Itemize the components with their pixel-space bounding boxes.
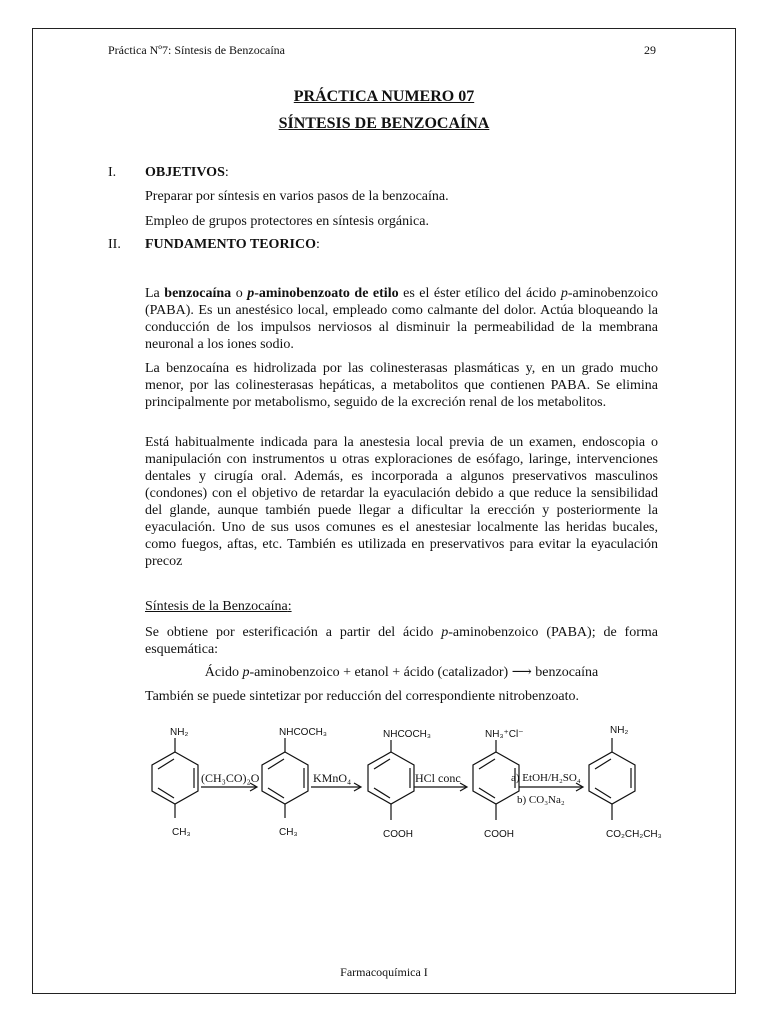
section-number-1: I. xyxy=(108,165,117,180)
molecule-5-top: NH₂ xyxy=(610,725,629,736)
practice-subtitle: SÍNTESIS DE BENZOCAÍNA xyxy=(278,115,490,132)
section-title-fundamento: FUNDAMENTO TEORICO: xyxy=(145,237,320,252)
benzene-ring-1 xyxy=(152,738,198,818)
molecule-4-bottom: COOH xyxy=(484,829,514,840)
molecule-3-bottom: COOH xyxy=(383,829,413,840)
term-benzocaina: benzocaína xyxy=(164,286,232,301)
italic-p: p xyxy=(560,286,568,301)
molecule-1-bottom: CH₃ xyxy=(172,827,191,838)
section-title-text: OBJETIVOS xyxy=(145,165,225,180)
paragraph-metabolism: La benzocaína es hidrolizada por las colinesterasas plasmáticas y, en un grado mucho menor, por las colinesterasas hepáticas, a metabolitos que contienen PABA. Se elimina principalmente por metabolismo, seguido de la excreción renal de los metabolitos. xyxy=(145,361,658,410)
text-run: o xyxy=(231,286,248,301)
italic-p: p xyxy=(441,625,449,640)
molecule-2-top: NHCOCH₃ xyxy=(279,727,327,738)
section-title-objetivos: OBJETIVOS: xyxy=(145,165,229,180)
reaction-equation xyxy=(145,664,658,681)
paragraph-nitro-reduction: También se puede sintetizar por reducción del correspondiente nitrobenzoato. xyxy=(145,689,580,704)
synthesis-heading: Síntesis de la Benzocaína: xyxy=(145,599,292,614)
reagent-kmno4: KMnO₄ xyxy=(313,771,352,785)
italic-p: p xyxy=(242,665,250,680)
text-run: es el éster etílico del ácido xyxy=(398,286,561,301)
text-run: -aminobenzoico (PABA); de forma esquemática: xyxy=(145,625,658,657)
page-footer: Farmacoquímica I xyxy=(340,965,428,979)
molecule-1-top: NH₂ xyxy=(170,727,189,738)
practice-title: PRÁCTICA NUMERO 07 xyxy=(293,88,475,105)
benzene-ring-3 xyxy=(368,740,414,820)
molecule-5-bottom: CO₂CH₂CH₃ xyxy=(606,829,662,840)
reaction-arrow-4 xyxy=(519,783,583,791)
synthesis-scheme xyxy=(0,715,768,855)
text-run: La xyxy=(145,286,165,301)
objective-item-2: Empleo de grupos protectores en síntesis orgánica. xyxy=(145,214,429,229)
benzene-ring-5 xyxy=(589,738,635,820)
molecule-3-top: NHCOCH₃ xyxy=(383,729,431,740)
molecule-2-bottom: CH₃ xyxy=(279,827,298,838)
running-header: Práctica Nº7: Síntesis de Benzocaína xyxy=(108,43,285,57)
section-number-2: II. xyxy=(108,237,121,252)
text-run: -aminobenzoico + etanol + ácido (catalizador) ⟶ benzocaína xyxy=(249,665,599,680)
page-number: 29 xyxy=(644,43,656,57)
paragraph-indications: Está habitualmente indicada para la anestesia local previa de un examen, endoscopia o manipulación con instrumentos u otras exploraciones de esófago, laringe, intervenciones dentales y cirugía oral. Además, es incorporada a algunos preservativos masculinos (condones) con el objetivo de retardar la eyaculación debido a que reduce la sensibilidad del glande, aunque también puede llegar a dificultar la erección y posteriormente la eyaculación. Uno de sus usos comunes es el anestesiar localmente las heridas bucales, como fuegos, aftas, etc. También es utilizada en preservativos para evitar la eyaculación precoz xyxy=(145,435,658,569)
reagent-etoh-h2so4: a) EtOH/H₂SO₄ xyxy=(511,772,581,784)
text-run: -aminobenzoico (PABA). Es un anestésico local, empleado como calmante del dolor. Actúa bloqueando la conducción de los impulsos nerviosos al disminuir la permeabilidad de la membrana neuronal a los iones sodio. xyxy=(145,286,659,352)
paragraph-benzocaine-definition xyxy=(145,285,658,353)
section-title-text: FUNDAMENTO TEORICO xyxy=(145,237,317,252)
reagent-acetic-anhydride: (CH₃CO)₂O xyxy=(201,771,260,785)
term-p-prefix: p xyxy=(247,286,255,301)
synthesis-heading-text: Síntesis de la Benzocaína xyxy=(145,599,288,614)
molecule-4-top: NH₃⁺Cl⁻ xyxy=(485,729,524,740)
text-run: Se obtiene por esterificación a partir del ácido xyxy=(145,625,442,640)
reagent-hcl-conc: HCl conc xyxy=(415,771,461,785)
term-aminobenzoato: -aminobenzoato de etilo xyxy=(254,286,399,301)
text-run: Ácido xyxy=(204,665,243,680)
paragraph-esterification xyxy=(145,624,658,658)
benzene-ring-2 xyxy=(262,738,308,818)
reagent-co3na2: b) CO₃Na₂ xyxy=(517,794,565,806)
objective-item-1: Preparar por síntesis en varios pasos de la benzocaína. xyxy=(145,189,449,204)
